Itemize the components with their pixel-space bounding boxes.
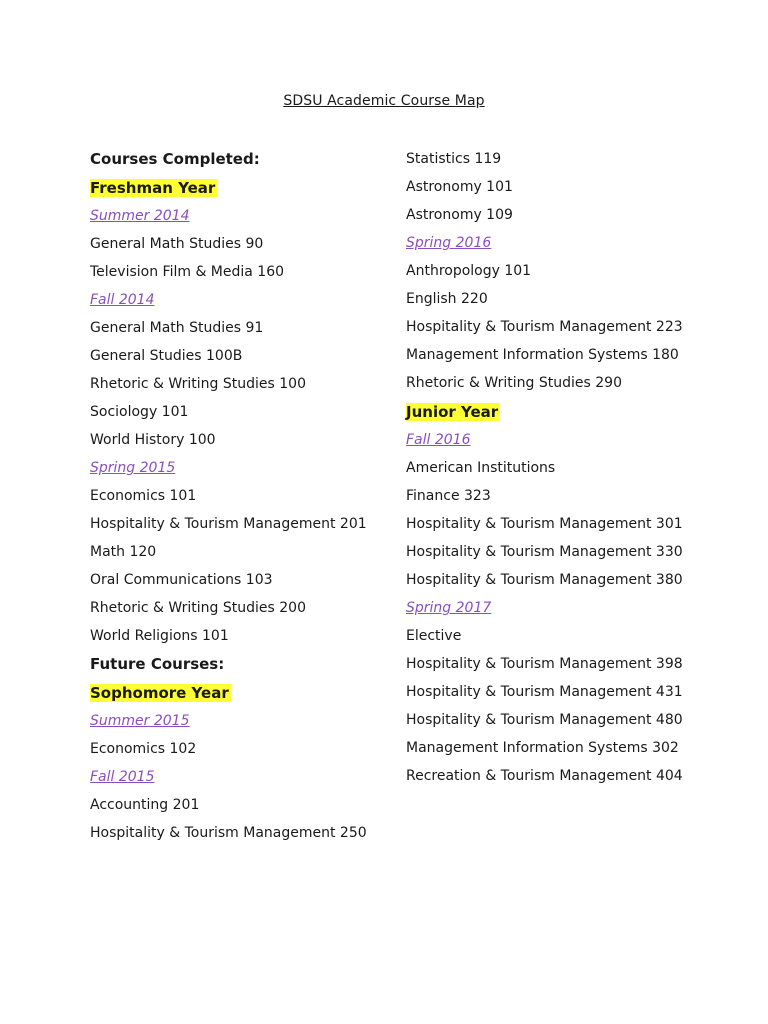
course-item: Sociology 101 bbox=[90, 404, 189, 420]
course-item: General Math Studies 90 bbox=[90, 236, 264, 252]
course-item: Hospitality & Tourism Management 301 bbox=[406, 516, 683, 532]
section-heading: Courses Completed: bbox=[90, 150, 260, 168]
course-item: Economics 102 bbox=[90, 741, 197, 757]
course-item: Rhetoric & Writing Studies 200 bbox=[90, 600, 306, 616]
course-item: Rhetoric & Writing Studies 290 bbox=[406, 375, 622, 391]
course-item: Hospitality & Tourism Management 398 bbox=[406, 656, 683, 672]
course-item: Rhetoric & Writing Studies 100 bbox=[90, 376, 306, 392]
term-label: Spring 2016 bbox=[406, 235, 492, 251]
term-label: Summer 2014 bbox=[90, 208, 190, 224]
page-title: SDSU Academic Course Map bbox=[283, 93, 485, 109]
course-item: World History 100 bbox=[90, 432, 216, 448]
course-item: Hospitality & Tourism Management 380 bbox=[406, 572, 683, 588]
term-label: Fall 2016 bbox=[406, 432, 471, 448]
course-item: Hospitality & Tourism Management 431 bbox=[406, 684, 683, 700]
course-item: Elective bbox=[406, 628, 462, 644]
course-item: Oral Communications 103 bbox=[90, 572, 273, 588]
course-item: Hospitality & Tourism Management 201 bbox=[90, 516, 367, 532]
course-item: Hospitality & Tourism Management 330 bbox=[406, 544, 683, 560]
course-item: Astronomy 101 bbox=[406, 179, 513, 195]
term-label: Spring 2015 bbox=[90, 460, 176, 476]
course-item: Finance 323 bbox=[406, 488, 491, 504]
year-heading: Freshman Year bbox=[90, 179, 216, 197]
year-heading: Junior Year bbox=[406, 403, 499, 421]
course-item: American Institutions bbox=[406, 460, 556, 476]
course-item: Anthropology 101 bbox=[406, 263, 532, 279]
term-label: Fall 2014 bbox=[90, 292, 155, 308]
course-item: General Studies 100B bbox=[90, 348, 243, 364]
year-heading: Sophomore Year bbox=[90, 684, 229, 702]
course-item: World Religions 101 bbox=[90, 628, 229, 644]
course-item: Management Information Systems 180 bbox=[406, 347, 679, 363]
course-item: Economics 101 bbox=[90, 488, 197, 504]
course-item: Recreation & Tourism Management 404 bbox=[406, 768, 683, 784]
course-item: Management Information Systems 302 bbox=[406, 740, 679, 756]
term-label: Fall 2015 bbox=[90, 769, 155, 785]
left-column bbox=[90, 150, 370, 852]
section-heading: Future Courses: bbox=[90, 655, 225, 673]
course-item: Math 120 bbox=[90, 544, 157, 560]
course-item: General Math Studies 91 bbox=[90, 320, 264, 336]
course-item: English 220 bbox=[406, 291, 488, 307]
right-column bbox=[406, 150, 706, 795]
course-item: Hospitality & Tourism Management 480 bbox=[406, 712, 683, 728]
course-item: Hospitality & Tourism Management 223 bbox=[406, 319, 683, 335]
course-item: Astronomy 109 bbox=[406, 207, 513, 223]
course-item: Hospitality & Tourism Management 250 bbox=[90, 825, 367, 841]
term-label: Spring 2017 bbox=[406, 600, 492, 616]
course-item: Television Film & Media 160 bbox=[90, 264, 285, 280]
course-item: Statistics 119 bbox=[406, 151, 502, 167]
term-label: Summer 2015 bbox=[90, 713, 190, 729]
course-item: Accounting 201 bbox=[90, 797, 200, 813]
